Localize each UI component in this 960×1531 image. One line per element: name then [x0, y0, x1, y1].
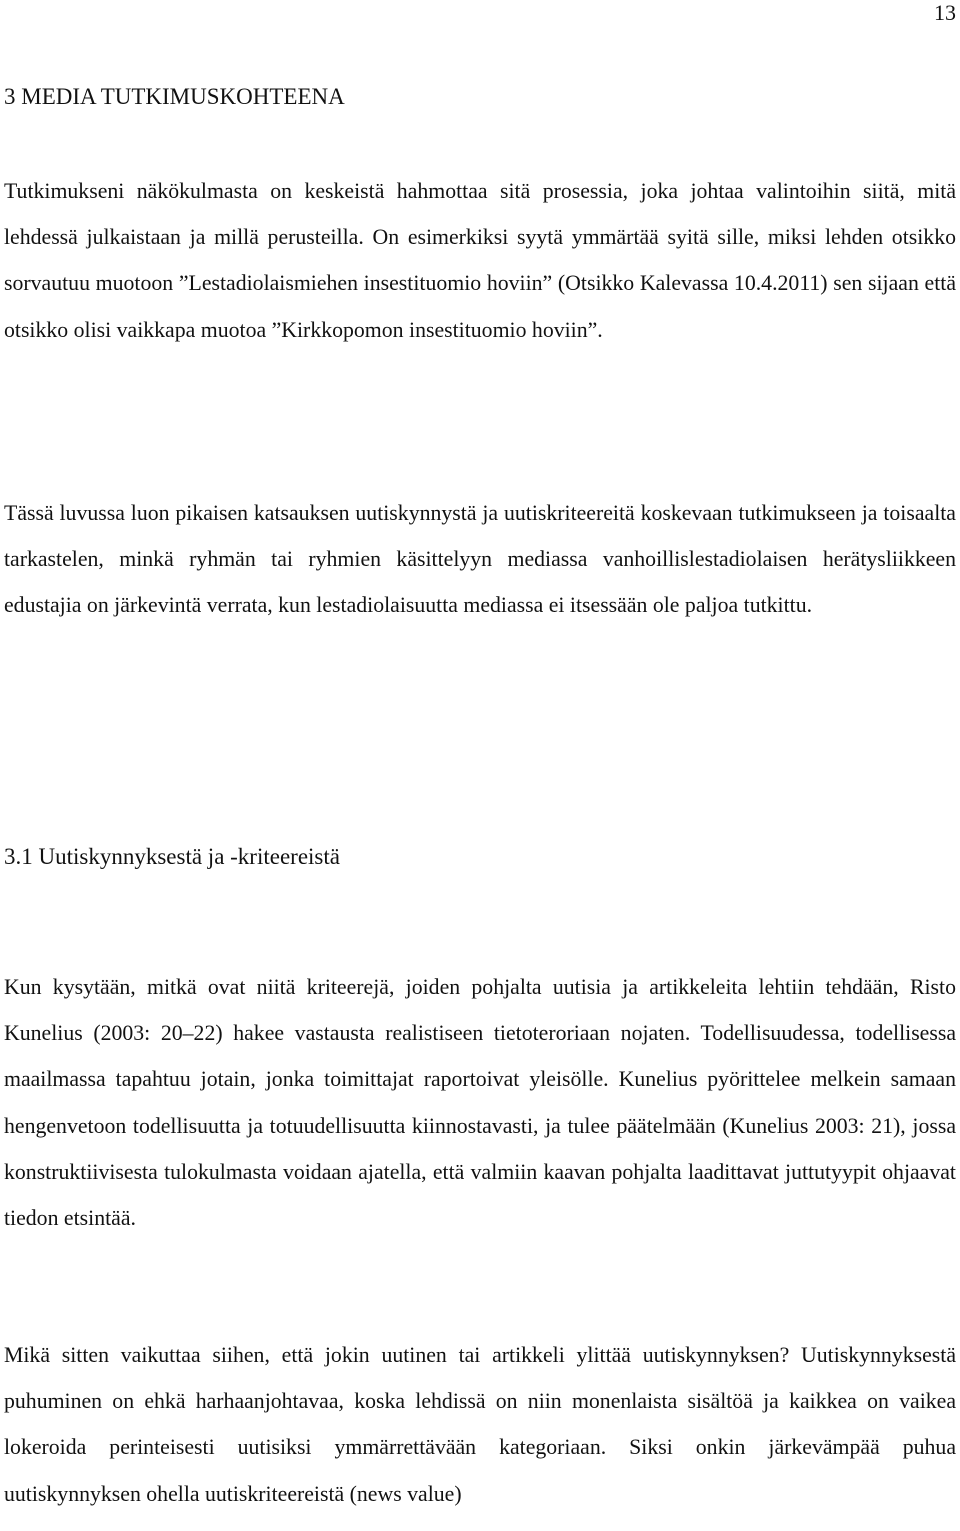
- body-paragraph: Tutkimukseni näkökulmasta on keskeistä hahmottaa sitä prosessia, joka johtaa valintoihin siitä, mitä lehdessä julkaistaan ja millä perusteilla. On esimerkiksi syytä ymmärtää syitä sille, miksi lehden otsikko sorvautuu muotoon ”Lestadiolaismiehen insestituomio hoviin” (Otsikko Kalevassa 10.4.2011) sen sijaan että otsikko olisi vaikkapa muotoa ”Kirkkopomon insestituomio hoviin”.: [4, 179, 956, 342]
- subsection-heading: 3.1 Uutiskynnyksestä ja -kriteereistä: [4, 844, 340, 869]
- body-paragraph: Mikä sitten vaikuttaa siihen, että jokin uutinen tai artikkeli ylittää uutiskynnyksen? Uutiskynnyksestä puhuminen on ehkä harhaanjohtavaa, koska lehdissä on niin monenlaista sisältöä ja kaikkea on vaikea lokeroida perinteisesti uutisiksi ymmärrettävään kategoriaan. Siksi onkin järkevämpää puhua uutiskynnyksen ohella uutiskriteereistä (news value): [4, 1343, 956, 1506]
- body-paragraph: Kun kysytään, mitkä ovat niitä kriteerejä, joiden pohjalta uutisia ja artikkeleita lehtiin tehdään, Risto Kunelius (2003: 20–22) hakee vastausta realistiseen tietoteroriaan nojaten. Todellisuudessa, todellisessa maailmassa tapahtuu jotain, jonka toimittajat raportoivat yleisölle. Kunelius pyörittelee melkein samaan hengenvetoon todellisuutta ja totuudellisuutta kiinnostavasti, ja tulee päätelmään (Kunelius 2003: 21), jossa konstruktiivisesta tulokulmasta voidaan ajatella, että valmiin kaavan pohjalta laadittavat juttutyypit ohjaavat tiedon etsintää.: [4, 975, 956, 1231]
- section-heading: 3 MEDIA TUTKIMUSKOHTEENA: [4, 84, 345, 109]
- body-paragraph: Tässä luvussa luon pikaisen katsauksen uutiskynnystä ja uutiskriteereitä koskevaan tutkimukseen ja toisaalta tarkastelen, minkä ryhmän tai ryhmien käsittelyyn mediassa vanhoillislestadiolaisen herätysliikkeen edustajia on järkevintä verrata, kun lestadiolaisuutta mediassa ei itsessään ole paljoa tutkittu.: [4, 501, 956, 618]
- page-number: 13: [934, 0, 956, 25]
